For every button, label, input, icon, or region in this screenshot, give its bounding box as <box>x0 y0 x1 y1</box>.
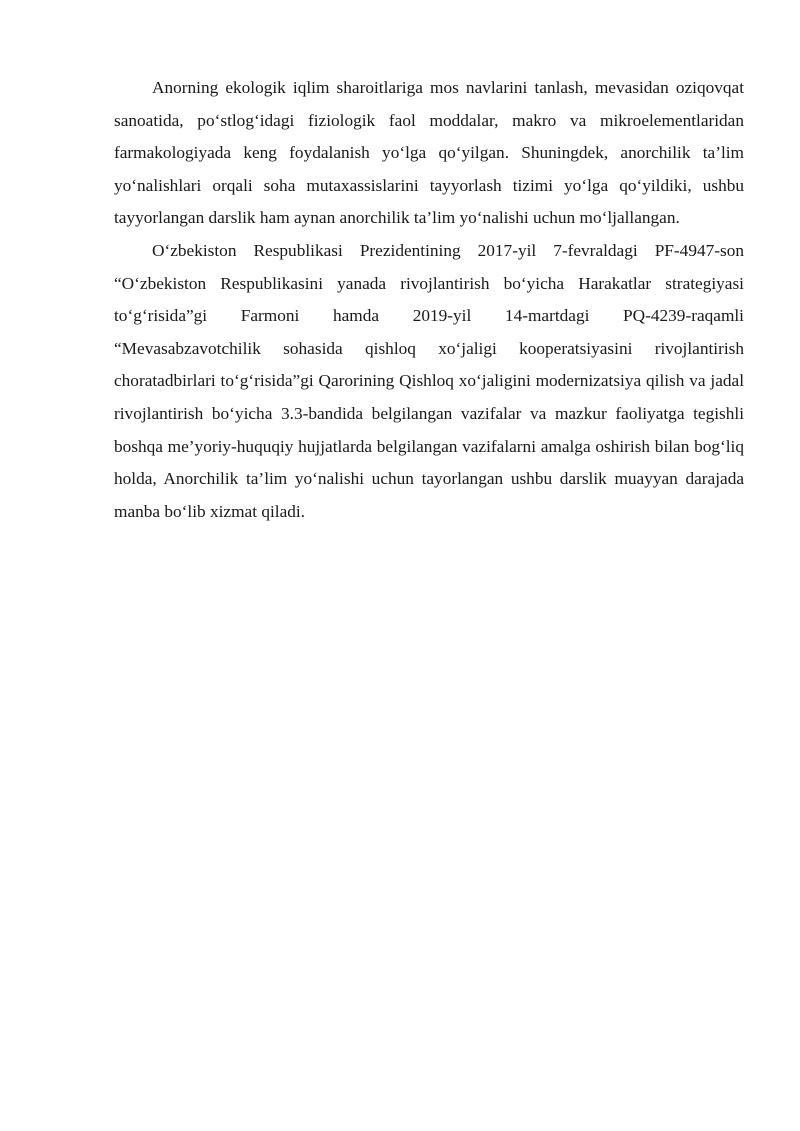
paragraph-1: Anorning ekologik iqlim sharoitlariga mos navlarini tanlash, mevasidan oziqovqat sanoatida, po‘stlog‘idagi fiziologik faol moddalar, makro va mikroelementlaridan farmakologiyada keng foydalanish yo‘lga qo‘yilgan. Shuningdek, anorchilik ta’lim yo‘nalishlari orqali soha mutaxassislarini tayyorlash tizimi yo‘lga qo‘yildiki, ushbu tayyorlangan darslik ham aynan anorchilik ta’lim yo‘nalishi uchun mo‘ljallangan. <box>114 78 744 228</box>
paragraph-2: O‘zbekiston Respublikasi Prezidentining 2017-yil 7-fevraldagi PF-4947-son “O‘zbekiston Respublikasini yanada rivojlantirish bo‘yicha Harakatlar strategiyasi to‘g‘risida”gi Farmoni hamda 2019-yil 14-martdagi PQ-4239-raqamli “Mevasabzavotchilik sohasida qishloq xo‘jaligi kooperatsiyasini rivojlantirish choratadbirlari to‘g‘risida”gi Qarorining Qishloq xo‘jaligini modernizatsiya qilish va jadal rivojlantirish bo‘yicha 3.3-bandida belgilangan vazifalar va mazkur faoliyatga tegishli boshqa me’yoriy-huquqiy hujjatlarda belgilangan vazifalarni amalga oshirish bilan bog‘liq holda, Anorchilik ta’lim yo‘nalishi uchun tayorlangan ushbu darslik muayyan darajada manba bo‘lib xizmat qiladi. <box>114 240 744 521</box>
document-body <box>114 72 744 528</box>
